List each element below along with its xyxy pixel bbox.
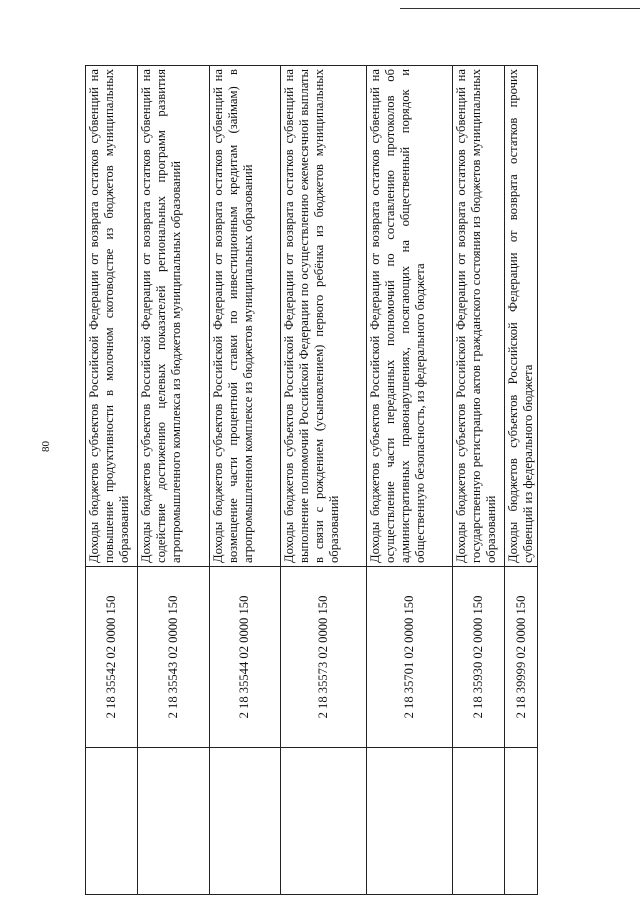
document-table-container — [85, 65, 535, 895]
empty-cell — [86, 748, 138, 895]
empty-cell — [367, 748, 453, 895]
description: Доходы бюджетов субъектов Российской Федерации от возврата остатков прочих субвенций из федерального бюджета — [505, 66, 538, 567]
empty-cell — [210, 748, 281, 895]
table-body — [86, 66, 538, 895]
description: Доходы бюджетов субъектов Российской Федерации от возврата остатков субвенций на повышение продуктивности в молочном скотоводстве из бюджетов муниципальных образований — [86, 66, 138, 567]
table-row — [453, 66, 505, 895]
table-row — [367, 66, 453, 895]
budget-code: 2 18 35543 02 0000 150 — [138, 567, 210, 748]
budget-code: 2 18 35544 02 0000 150 — [210, 567, 281, 748]
table-row — [281, 66, 367, 895]
description: Доходы бюджетов субъектов Российской Федерации от возврата остатков субвенций на осуществление части переданных полномочий по составлению протоколов об административных правонарушениях, посягающих на общественный порядок и общественную безопасность, из федерального бюджета — [367, 66, 453, 567]
description: Доходы бюджетов субъектов Российской Федерации от возврата остатков субвенций на выполнение полномочий Российской Федерации по осуществлению ежемесячной выплаты в связи с рождением (усыновлением) первого ребёнка из бюджетов муниципальных образований — [281, 66, 367, 567]
empty-cell — [453, 748, 505, 895]
table-row — [86, 66, 138, 895]
budget-code: 2 18 35573 02 0000 150 — [281, 567, 367, 748]
empty-cell — [281, 748, 367, 895]
budget-codes-table — [85, 65, 538, 895]
table-row — [505, 66, 538, 895]
budget-code: 2 18 35542 02 0000 150 — [86, 567, 138, 748]
budget-code: 2 18 39999 02 0000 150 — [505, 567, 538, 748]
description: Доходы бюджетов субъектов Российской Федерации от возврата остатков субвенций на государственную регистрацию актов гражданского состояния из бюджетов муниципальных образований — [453, 66, 505, 567]
page-number: 80 — [40, 441, 52, 452]
table-row — [138, 66, 210, 895]
description: Доходы бюджетов субъектов Российской Федерации от возврата остатков субвенций на возмещение части процентной ставки по инвестиционным кредитам (займам) в агропромышленном комплексе из бюджетов муниципальных образований — [210, 66, 281, 567]
empty-cell — [138, 748, 210, 895]
top-rule — [400, 8, 640, 9]
description: Доходы бюджетов субъектов Российской Федерации от возврата остатков субвенций на содействие достижению целевых показателей региональных программ развития агропромышленного комплекса из бюджетов муниципальных образований — [138, 66, 210, 567]
budget-code: 2 18 35930 02 0000 150 — [453, 567, 505, 748]
empty-cell — [505, 748, 538, 895]
budget-code: 2 18 35701 02 0000 150 — [367, 567, 453, 748]
table-row — [210, 66, 281, 895]
